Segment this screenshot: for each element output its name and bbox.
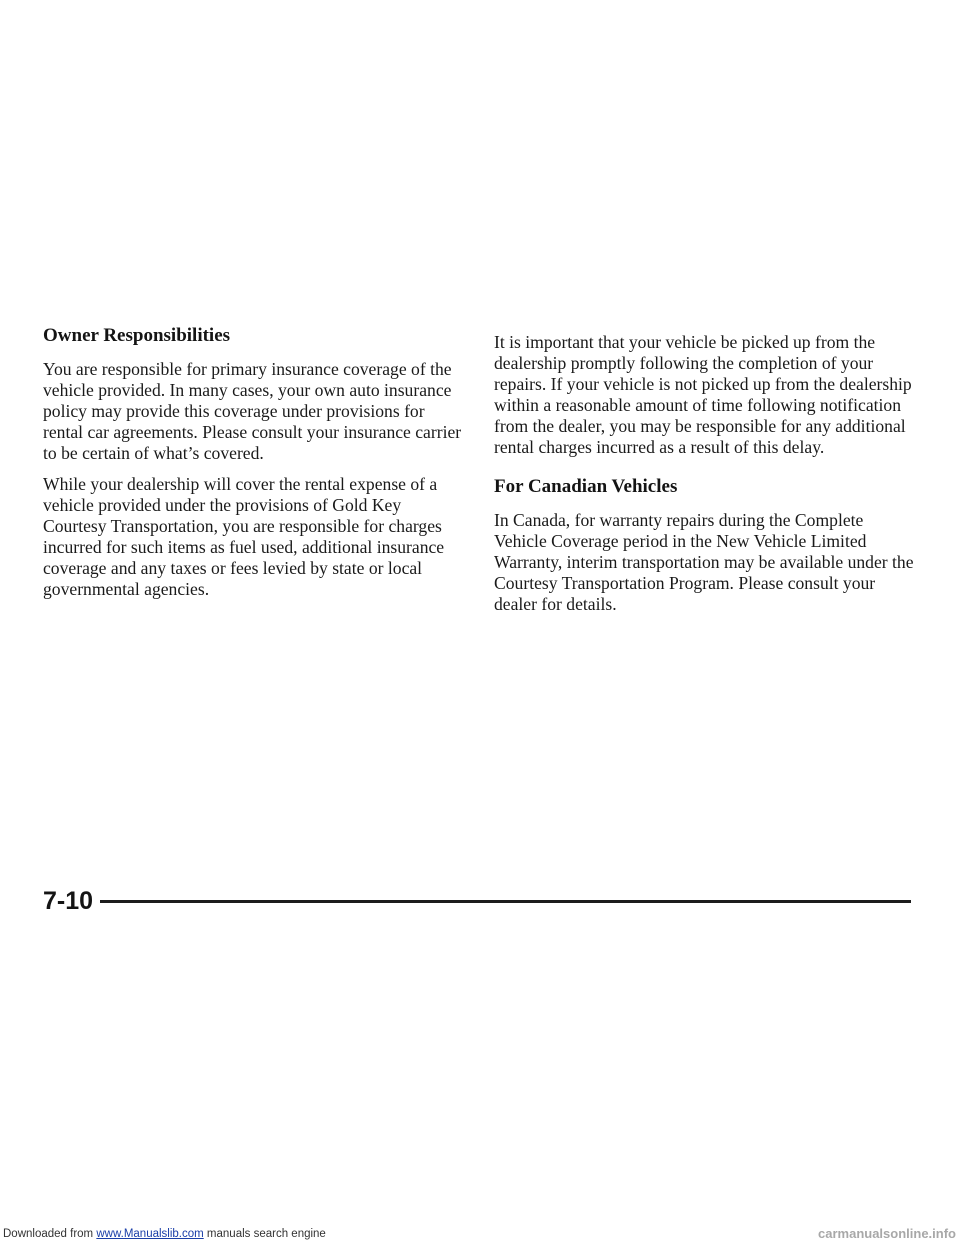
footer-rule <box>100 900 911 903</box>
right-column <box>494 332 919 625</box>
charges-paragraph: While your dealership will cover the rental expense of a vehicle provided under the provisions of Gold Key Courtesy Transportation, you are responsible for charges incurred for such items as fuel used, additional insurance coverage and any taxes or fees levied by state or local governmental agencies. <box>43 474 445 599</box>
manualslib-link[interactable]: www.Manualslib.com <box>96 1228 204 1240</box>
watermark-right: carmanualsonline.info <box>818 1226 956 1241</box>
left-column <box>43 325 468 610</box>
canadian-vehicles-heading: For Canadian Vehicles <box>494 476 678 497</box>
insurance-paragraph: You are responsible for primary insurance coverage of the vehicle provided. In many cases, your own auto insurance policy may provide this coverage under provisions for rental car agreements. Please consult your insurance carrier to be certain of what’s covered. <box>43 359 462 463</box>
watermark-strip <box>0 1226 960 1242</box>
pickup-paragraph: It is important that your vehicle be picked up from the dealership promptly following the completion of your repairs. If your vehicle is not picked up from the dealership within a reasonable amount of time following notification from the dealer, you may be responsible for any additional rental charges incurred as a result of this delay. <box>494 332 912 457</box>
canada-paragraph: In Canada, for warranty repairs during the Complete Vehicle Coverage period in the New Vehicle Limited Warranty, interim transportation may be available under the Courtesy Transportation Program. Please consult your dealer for details. <box>494 510 914 614</box>
watermark-suffix: manuals search engine <box>206 1228 326 1240</box>
watermark-left <box>3 1228 326 1240</box>
owner-responsibilities-heading: Owner Responsibilities <box>43 325 231 346</box>
watermark-prefix: Downloaded from <box>3 1228 94 1240</box>
page-number: 7-10 <box>43 887 94 915</box>
